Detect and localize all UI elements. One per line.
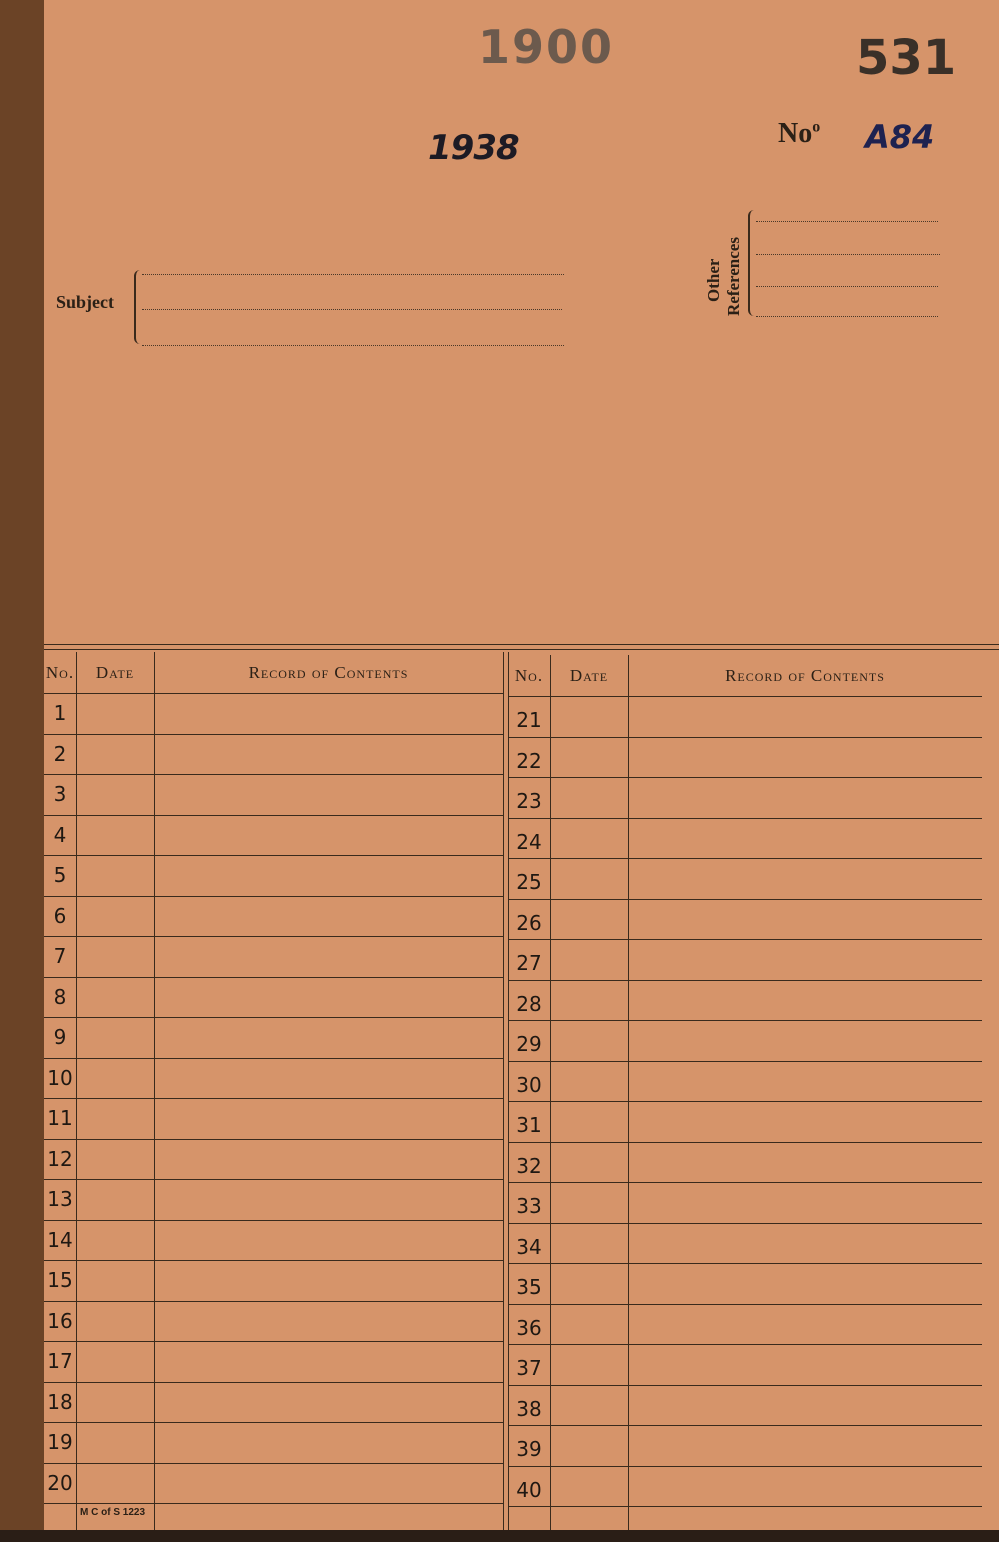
table-row <box>44 774 503 775</box>
subject-label: Subject <box>56 292 114 312</box>
row-number: 12 <box>47 1146 73 1171</box>
table-row <box>44 734 503 735</box>
row-number: 26 <box>516 910 542 935</box>
other-references-brace <box>748 210 758 316</box>
row-number: 15 <box>47 1268 73 1292</box>
row-number: 4 <box>53 822 67 847</box>
row-number: 31 <box>516 1113 542 1137</box>
table-row <box>508 1263 982 1264</box>
table-row <box>508 899 982 900</box>
table-row <box>44 1503 503 1504</box>
row-number: 22 <box>516 748 542 773</box>
left-header-record: Record of Contents <box>248 662 409 682</box>
table-row <box>508 1344 982 1345</box>
row-number: 7 <box>53 944 67 968</box>
table-row <box>44 936 503 937</box>
row-number: 9 <box>53 1025 67 1049</box>
row-number: 5 <box>53 863 67 887</box>
table-row <box>44 1422 503 1423</box>
row-number: 29 <box>516 1032 542 1056</box>
table-row <box>508 1223 982 1224</box>
table-row <box>508 1304 982 1305</box>
table-row <box>508 939 982 940</box>
row-number: 16 <box>47 1308 73 1333</box>
table-row <box>508 737 982 738</box>
row-number: 35 <box>516 1275 542 1299</box>
left-header-rule <box>44 693 503 694</box>
row-number: 17 <box>47 1349 73 1373</box>
row-number: 11 <box>47 1106 73 1130</box>
subject-line-3[interactable] <box>142 345 564 346</box>
table-top-rule-inner <box>44 649 999 650</box>
table-row <box>44 1301 503 1302</box>
table-row <box>44 1220 503 1221</box>
other-ref-line-1[interactable] <box>756 221 938 222</box>
number-value: A84 <box>865 118 935 156</box>
row-number: 24 <box>516 829 542 854</box>
row-number: 34 <box>516 1234 542 1259</box>
row-number: 33 <box>516 1194 542 1218</box>
stamp-file-number: 531 <box>856 30 957 86</box>
table-row <box>508 1466 982 1467</box>
table-row <box>508 1142 982 1143</box>
left-header-date: Date <box>95 662 135 682</box>
other-ref-line-2[interactable] <box>756 254 940 255</box>
left-date-record-divider <box>154 652 155 1530</box>
table-row <box>44 1058 503 1059</box>
table-row <box>44 815 503 816</box>
subject-line-1[interactable] <box>142 274 564 275</box>
row-number: 2 <box>53 741 67 766</box>
cover-bottom-edge <box>0 1530 999 1542</box>
left-no-date-divider <box>76 652 77 1530</box>
other-ref-line-3[interactable] <box>756 286 938 287</box>
right-no-date-divider <box>550 655 551 1530</box>
table-row <box>44 1382 503 1383</box>
table-row <box>508 1020 982 1021</box>
row-number: 10 <box>47 1065 73 1090</box>
row-number: 8 <box>53 984 67 1009</box>
table-row <box>44 1260 503 1261</box>
table-top-rule <box>44 644 999 645</box>
number-label: No$^o$ <box>778 118 821 149</box>
table-row <box>508 858 982 859</box>
table-row <box>44 1139 503 1140</box>
table-row <box>44 1463 503 1464</box>
row-number: 23 <box>516 789 542 813</box>
row-number: 27 <box>516 951 542 975</box>
other-ref-line-4[interactable] <box>756 316 938 317</box>
row-number: 3 <box>53 782 67 806</box>
left-table-right-border <box>503 652 504 1530</box>
row-number: 13 <box>47 1187 73 1211</box>
row-number: 39 <box>516 1437 542 1461</box>
row-number: 19 <box>47 1430 73 1454</box>
table-row <box>508 1506 982 1507</box>
table-row <box>508 1182 982 1183</box>
table-row <box>44 977 503 978</box>
row-number: 28 <box>516 991 542 1016</box>
table-row <box>44 855 503 856</box>
subject-brace <box>134 270 146 344</box>
table-row <box>44 896 503 897</box>
right-header-record: Record of Contents <box>725 665 885 685</box>
right-header-date: Date <box>569 665 609 685</box>
right-header-rule <box>508 696 982 697</box>
table-row <box>508 1101 982 1102</box>
row-number: 18 <box>47 1389 73 1414</box>
subject-line-2[interactable] <box>142 309 562 310</box>
table-row <box>44 1098 503 1099</box>
table-row <box>508 1425 982 1426</box>
handwritten-year: 1938 <box>428 128 519 168</box>
row-number: 25 <box>516 870 542 894</box>
form-code: M C of S 1223 <box>80 1507 146 1518</box>
row-number: 21 <box>516 708 542 732</box>
row-number: 37 <box>516 1356 542 1380</box>
binding-spine <box>0 0 44 1530</box>
row-number: 40 <box>516 1477 542 1502</box>
row-number: 14 <box>47 1227 73 1252</box>
table-row <box>508 777 982 778</box>
table-row <box>44 1341 503 1342</box>
table-row <box>44 1179 503 1180</box>
right-header-no: No. <box>514 665 544 685</box>
row-number: 20 <box>47 1470 73 1495</box>
other-references-label: Other References <box>704 237 743 316</box>
row-number: 36 <box>516 1315 542 1340</box>
stamp-year: 1900 <box>478 20 615 74</box>
table-row <box>44 1017 503 1018</box>
row-number: 1 <box>53 701 67 725</box>
left-header-no: No. <box>45 662 75 682</box>
row-number: 38 <box>516 1396 542 1421</box>
row-number: 32 <box>516 1153 542 1178</box>
table-row <box>508 980 982 981</box>
row-number: 30 <box>516 1072 542 1097</box>
row-number: 6 <box>53 903 67 928</box>
table-row <box>508 818 982 819</box>
table-row <box>508 1385 982 1386</box>
right-date-record-divider <box>628 655 629 1530</box>
table-row <box>508 1061 982 1062</box>
